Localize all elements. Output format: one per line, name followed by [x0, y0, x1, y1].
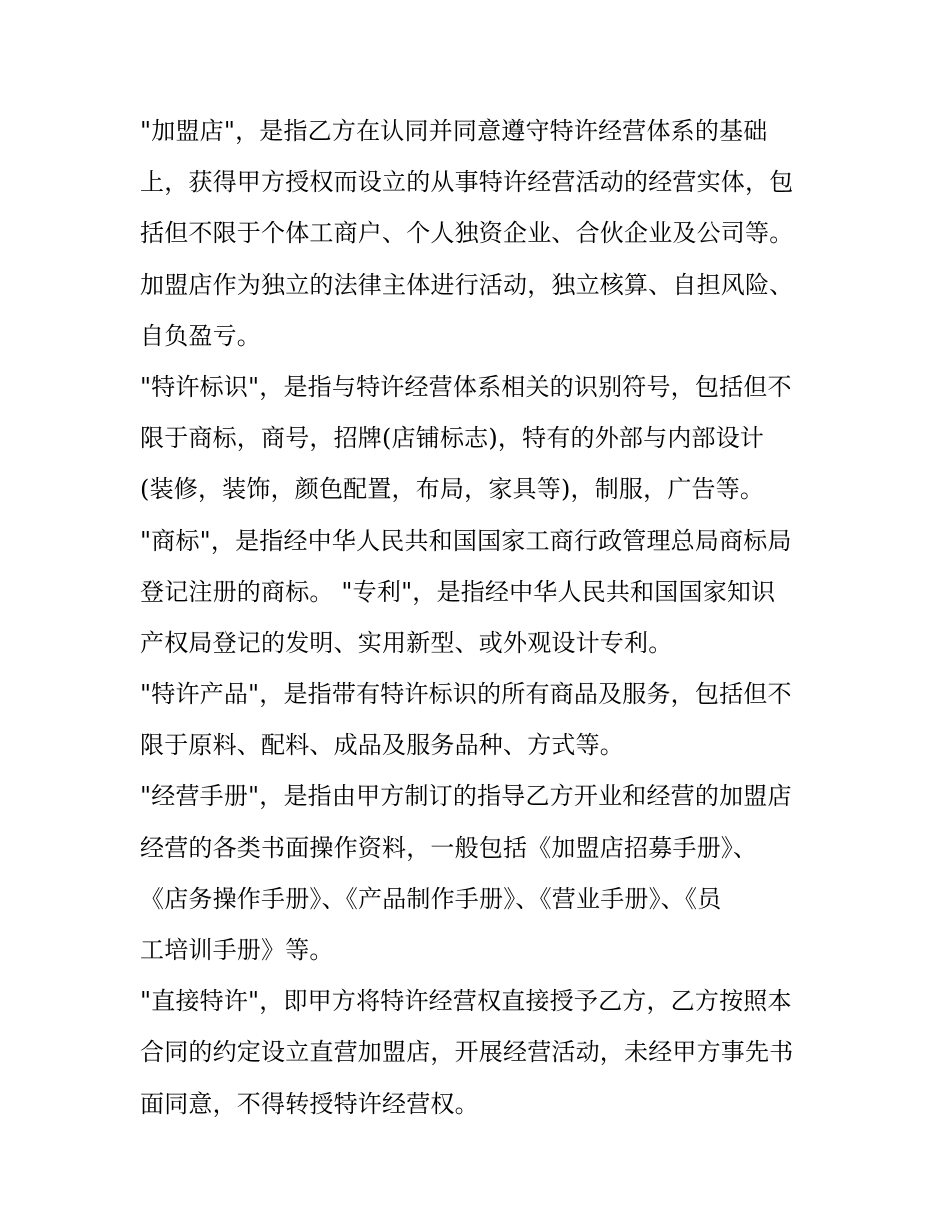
- text-line: "经营手册"，是指由甲方制订的指导乙方开业和经营的加盟店: [140, 782, 792, 811]
- text-line: 面同意，不得转授特许经营权。: [140, 1089, 479, 1118]
- text-line: "直接特许"，即甲方将特许经营权直接授予乙方，乙方按照本: [140, 987, 792, 1016]
- text-line: 自负盈亏。: [140, 321, 261, 350]
- text-line: 产权局登记的发明、实用新型、或外观设计专利。: [140, 628, 673, 657]
- text-line: "特许产品"，是指带有特许标识的所有商品及服务，包括但不: [140, 680, 792, 709]
- text-line: 限于商标，商号，招牌(店铺标志)，特有的外部与内部设计: [140, 424, 765, 453]
- text-line: 登记注册的商标。 "专利"，是指经中华人民共和国国家知识: [140, 577, 776, 606]
- text-line: "商标"，是指经中华人民共和国国家工商行政管理总局商标局: [140, 526, 792, 555]
- text-line: "特许标识"，是指与特许经营体系相关的识别符号，包括但不: [140, 372, 792, 401]
- text-line: 限于原料、配料、成品及服务品种、方式等。: [140, 731, 624, 760]
- text-line: 括但不限于个体工商户、个人独资企业、合伙企业及公司等。: [140, 219, 794, 248]
- text-line: 经营的各类书面操作资料，一般包括《加盟店招募手册》、: [140, 833, 758, 862]
- text-line: "加盟店"，是指乙方在认同并同意遵守特许经营体系的基础: [140, 117, 768, 145]
- text-line: 工培训手册》等。: [140, 936, 334, 964]
- text-line: 《店务操作手册》、《产品制作手册》、《营业手册》、《员: [140, 884, 722, 913]
- text-line: (装修，装饰，颜色配置，布局，家具等)，制服，广告等。: [140, 475, 765, 504]
- text-line: 加盟店作为独立的法律主体进行活动，独立核算、自担风险、: [140, 270, 794, 299]
- text-line: 合同的约定设立直营加盟店，开展经营活动，未经甲方事先书: [140, 1038, 794, 1067]
- document-body: [140, 106, 820, 1130]
- text-line: 上，获得甲方授权而设立的从事特许经营活动的经营实体，包: [140, 168, 794, 197]
